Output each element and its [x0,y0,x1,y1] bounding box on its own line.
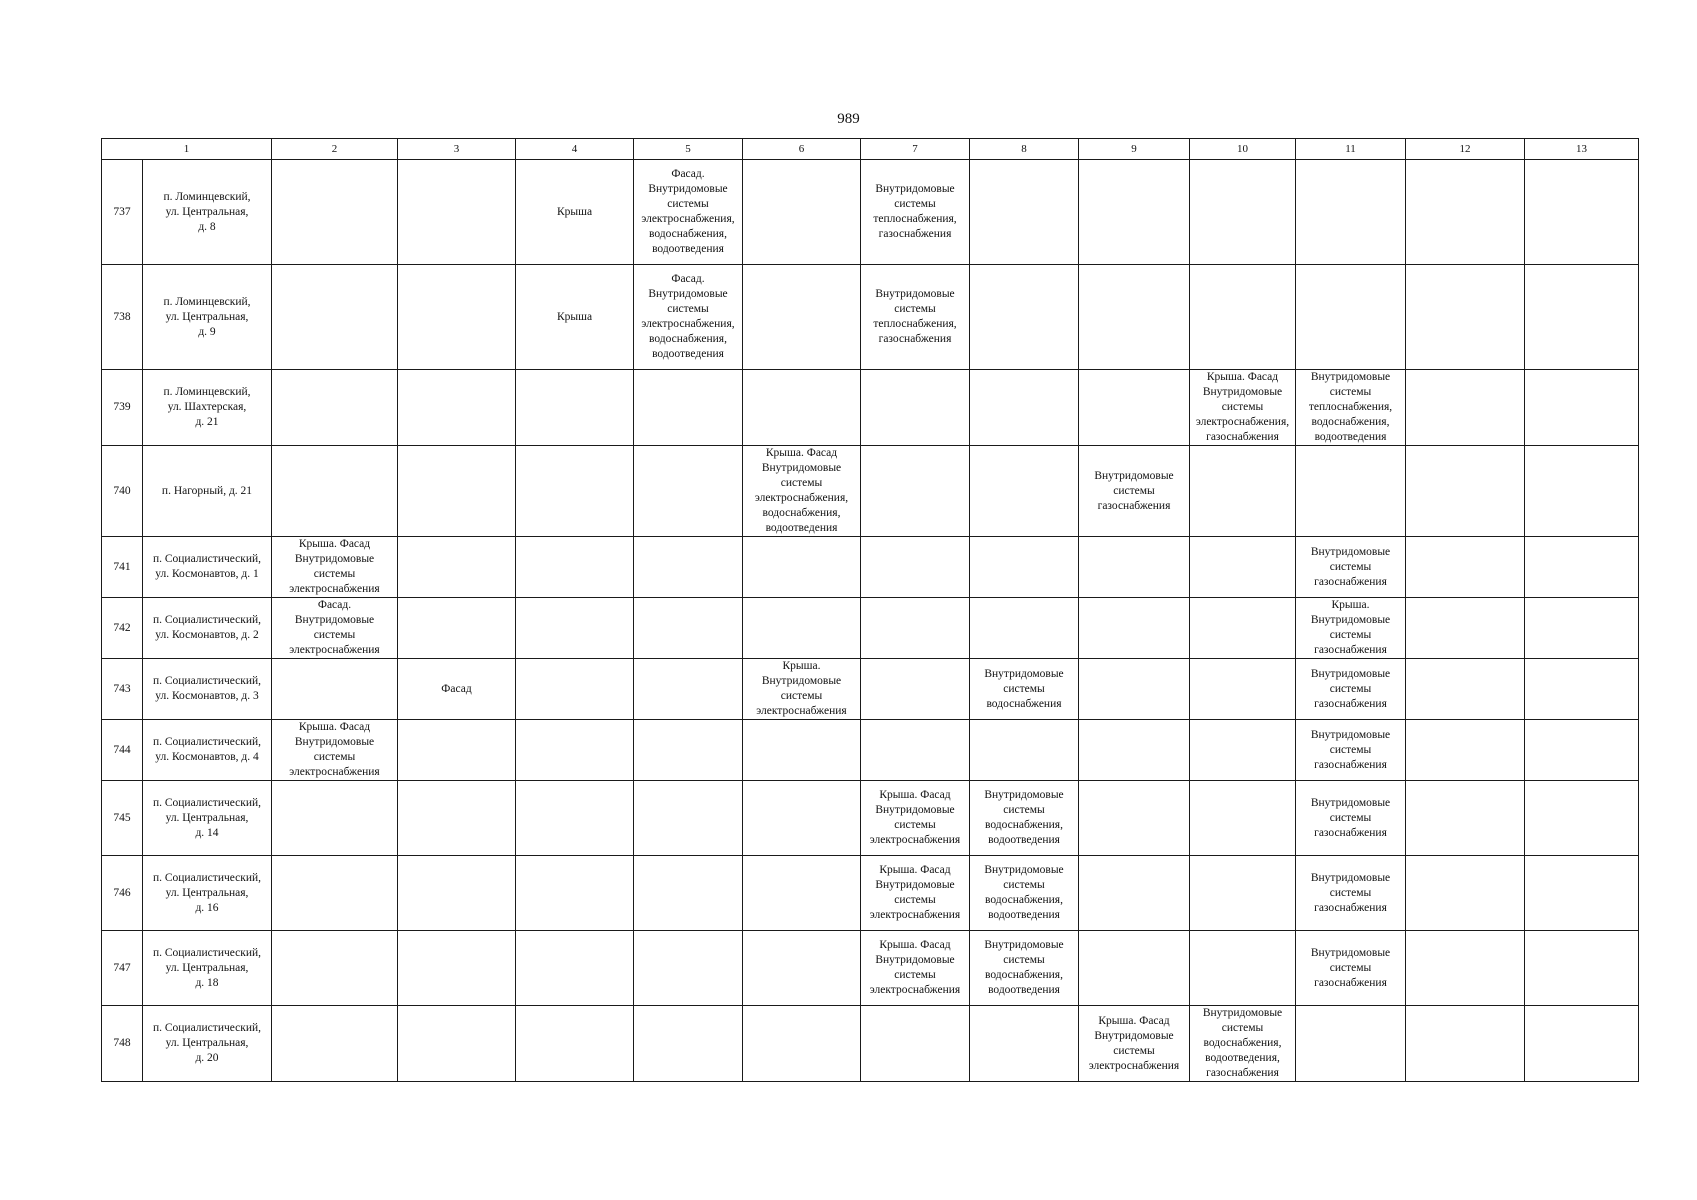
work-cell [516,1006,634,1082]
work-cell [1079,720,1190,781]
address-cell: п. Ломинцевский, ул. Центральная, д. 8 [143,160,272,265]
work-cell: Крыша. Фасад Внутридомовые системы электроснабжения [861,931,970,1006]
work-cell [398,370,516,446]
work-cell [398,446,516,537]
work-cell [1079,370,1190,446]
table-row [102,537,1639,598]
work-cell [1079,781,1190,856]
work-cell [861,370,970,446]
work-cell: Крыша. Фасад Внутридомовые системы электроснабжения [1079,1006,1190,1082]
work-cell: Внутридомовые системы газоснабжения [1296,537,1406,598]
work-cell [634,856,743,931]
column-header: 3 [398,139,516,160]
table-row [102,720,1639,781]
table-row [102,856,1639,931]
row-number: 739 [102,370,143,446]
work-cell [398,720,516,781]
work-cell [1190,446,1296,537]
work-cell [1190,931,1296,1006]
row-number: 741 [102,537,143,598]
column-header: 7 [861,139,970,160]
work-cell: Внутридомовые системы газоснабжения [1296,659,1406,720]
work-cell [743,598,861,659]
work-cell [743,370,861,446]
table-row [102,265,1639,370]
work-cell [970,1006,1079,1082]
row-number: 737 [102,160,143,265]
work-cell [1406,931,1525,1006]
work-cell: Крыша. Фасад Внутридомовые системы электроснабжения [272,720,398,781]
address-cell: п. Социалистический, ул. Космонавтов, д. 1 [143,537,272,598]
work-cell [1525,931,1639,1006]
work-cell [743,160,861,265]
work-cell: Фасад. Внутридомовые системы электроснабжения, водоснабжения, водоотведения [634,160,743,265]
row-number: 738 [102,265,143,370]
work-cell: Внутридомовые системы теплоснабжения, газоснабжения [861,265,970,370]
column-header: 9 [1079,139,1190,160]
work-cell [1079,931,1190,1006]
work-cell [634,659,743,720]
work-cell [398,781,516,856]
work-cell [743,720,861,781]
work-cell [1525,856,1639,931]
work-cell [1296,446,1406,537]
work-cell [1296,1006,1406,1082]
work-cell [1406,781,1525,856]
address-cell: п. Социалистический, ул. Космонавтов, д. 4 [143,720,272,781]
work-cell [516,537,634,598]
address-cell: п. Социалистический, ул. Центральная, д. 20 [143,1006,272,1082]
work-cell [1296,160,1406,265]
row-number: 745 [102,781,143,856]
work-cell: Фасад. Внутридомовые системы электроснабжения, водоснабжения, водоотведения [634,265,743,370]
work-cell [634,537,743,598]
table-row [102,781,1639,856]
work-cell: Внутридомовые системы водоснабжения, водоотведения [970,856,1079,931]
work-cell [1079,537,1190,598]
work-cell [1525,160,1639,265]
work-cell: Внутридомовые системы водоснабжения, водоотведения, газоснабжения [1190,1006,1296,1082]
work-cell [634,370,743,446]
work-cell [1525,265,1639,370]
work-cell [272,781,398,856]
row-number: 743 [102,659,143,720]
work-cell [1525,598,1639,659]
column-number-row [102,139,1639,160]
work-cell [1079,659,1190,720]
table-row [102,1006,1639,1082]
row-number: 740 [102,446,143,537]
work-cell [1190,598,1296,659]
work-cell [272,1006,398,1082]
work-cell [861,720,970,781]
table-row [102,370,1639,446]
work-cell [272,931,398,1006]
work-cell [1525,659,1639,720]
table-row [102,160,1639,265]
table-row [102,446,1639,537]
address-cell: п. Ломинцевский, ул. Центральная, д. 9 [143,265,272,370]
work-cell [861,598,970,659]
work-cell [1525,1006,1639,1082]
work-cell: Внутридомовые системы водоснабжения [970,659,1079,720]
work-cell: Внутридомовые системы водоснабжения, водоотведения [970,931,1079,1006]
column-header: 4 [516,139,634,160]
row-number: 744 [102,720,143,781]
work-cell [861,537,970,598]
work-cell: Внутридомовые системы газоснабжения [1296,781,1406,856]
work-cell [970,446,1079,537]
work-cell [634,598,743,659]
work-cell [634,781,743,856]
work-cell: Крыша. Внутридомовые системы электроснабжения [743,659,861,720]
work-cell [1525,537,1639,598]
work-cell [1190,720,1296,781]
address-cell: п. Нагорный, д. 21 [143,446,272,537]
page-number: 989 [837,111,860,127]
work-cell [1406,720,1525,781]
work-cell [272,160,398,265]
work-cell [634,446,743,537]
work-cell: Крыша [516,160,634,265]
work-cell [861,1006,970,1082]
column-header: 5 [634,139,743,160]
work-cell [1079,598,1190,659]
work-cell: Крыша [516,265,634,370]
work-cell [1525,781,1639,856]
work-cell: Крыша. Фасад Внутридомовые системы электроснабжения, водоснабжения, водоотведения [743,446,861,537]
work-cell [516,720,634,781]
work-cell [743,931,861,1006]
work-cell [516,370,634,446]
work-cell [1406,446,1525,537]
address-cell: п. Ломинцевский, ул. Шахтерская, д. 21 [143,370,272,446]
work-cell [272,265,398,370]
work-cell [516,856,634,931]
work-cell [743,1006,861,1082]
table-row [102,931,1639,1006]
work-cell [1406,370,1525,446]
work-cell: Фасад [398,659,516,720]
work-cell [970,160,1079,265]
work-cell: Внутридомовые системы газоснабжения [1296,856,1406,931]
work-cell [1525,720,1639,781]
column-header: 8 [970,139,1079,160]
work-cell [970,598,1079,659]
work-cell [272,659,398,720]
work-cell [1525,370,1639,446]
work-cell [1190,160,1296,265]
work-cell: Внутридомовые системы газоснабжения [1296,720,1406,781]
work-cell [1079,160,1190,265]
work-cell [272,370,398,446]
work-cell: Внутридомовые системы газоснабжения [1296,931,1406,1006]
work-cell [970,537,1079,598]
work-cell [1406,659,1525,720]
work-cell [398,160,516,265]
work-cell [516,659,634,720]
work-cell [516,446,634,537]
table-row [102,659,1639,720]
work-cell [1190,659,1296,720]
work-cell [398,931,516,1006]
work-cell [272,446,398,537]
work-cell [398,265,516,370]
work-cell [1406,160,1525,265]
work-cell [516,598,634,659]
work-cell: Внутридомовые системы водоснабжения, водоотведения [970,781,1079,856]
work-cell [970,720,1079,781]
work-cell [1296,265,1406,370]
work-cell [1406,1006,1525,1082]
work-cell: Внутридомовые системы газоснабжения [1079,446,1190,537]
work-cell [1190,781,1296,856]
row-number: 747 [102,931,143,1006]
work-cell [743,537,861,598]
work-cell [398,856,516,931]
row-number: 748 [102,1006,143,1082]
work-cell [1406,856,1525,931]
column-header: 6 [743,139,861,160]
work-cell [1190,537,1296,598]
work-cell [743,265,861,370]
work-cell [398,598,516,659]
work-cell [1079,265,1190,370]
row-number: 742 [102,598,143,659]
work-cell [1406,598,1525,659]
work-cell: Крыша. Внутридомовые системы газоснабжения [1296,598,1406,659]
table-row [102,598,1639,659]
work-cell [970,265,1079,370]
work-cell [634,931,743,1006]
work-cell [1406,537,1525,598]
address-cell: п. Социалистический, ул. Космонавтов, д. 3 [143,659,272,720]
work-cell: Крыша. Фасад Внутридомовые системы электроснабжения, газоснабжения [1190,370,1296,446]
work-cell [743,856,861,931]
work-cell [861,659,970,720]
work-cell [634,720,743,781]
address-cell: п. Социалистический, ул. Центральная, д. 16 [143,856,272,931]
work-cell: Фасад. Внутридомовые системы электроснабжения [272,598,398,659]
work-cell [516,781,634,856]
column-header: 12 [1406,139,1525,160]
work-cell [398,537,516,598]
work-cell [861,446,970,537]
work-cell: Внутридомовые системы теплоснабжения, газоснабжения [861,160,970,265]
column-header: 10 [1190,139,1296,160]
address-cell: п. Социалистический, ул. Космонавтов, д. 2 [143,598,272,659]
work-cell [634,1006,743,1082]
column-header: 13 [1525,139,1639,160]
work-cell [1406,265,1525,370]
work-cell: Крыша. Фасад Внутридомовые системы электроснабжения [861,856,970,931]
row-number: 746 [102,856,143,931]
work-cell: Крыша. Фасад Внутридомовые системы электроснабжения [272,537,398,598]
column-header: 2 [272,139,398,160]
work-cell [516,931,634,1006]
work-cell [1190,856,1296,931]
work-cell [1190,265,1296,370]
work-cell: Внутридомовые системы теплоснабжения, водоснабжения, водоотведения [1296,370,1406,446]
work-cell [272,856,398,931]
work-cell [743,781,861,856]
work-cell [970,370,1079,446]
work-cell [398,1006,516,1082]
column-header: 11 [1296,139,1406,160]
address-cell: п. Социалистический, ул. Центральная, д. 14 [143,781,272,856]
repair-schedule-table [101,138,1639,1082]
column-header: 1 [102,139,272,160]
work-cell: Крыша. Фасад Внутридомовые системы электроснабжения [861,781,970,856]
address-cell: п. Социалистический, ул. Центральная, д. 18 [143,931,272,1006]
work-cell [1525,446,1639,537]
work-cell [1079,856,1190,931]
